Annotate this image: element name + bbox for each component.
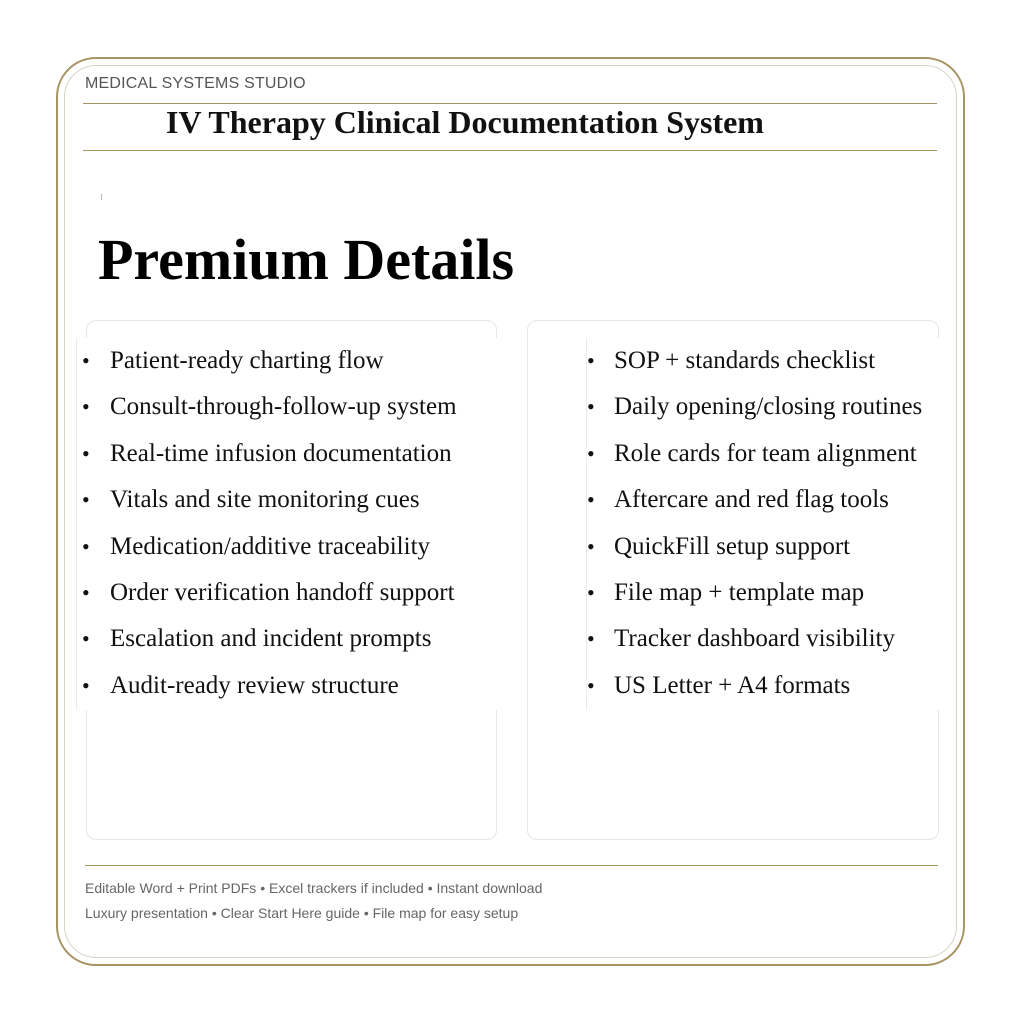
section-heading: Premium Details bbox=[98, 227, 515, 292]
list-item: • Escalation and incident prompts bbox=[77, 616, 499, 662]
bullet-icon: • bbox=[587, 579, 595, 605]
bullet-icon: • bbox=[587, 440, 595, 466]
document-title: IV Therapy Clinical Documentation System bbox=[166, 104, 764, 140]
bullet-icon: • bbox=[82, 487, 90, 513]
bullet-icon: • bbox=[82, 394, 90, 420]
footer-line-2: Luxury presentation • Clear Start Here guide • File map for easy setup bbox=[85, 905, 519, 921]
bullet-icon: • bbox=[82, 626, 90, 652]
list-item: • Role cards for team alignment bbox=[587, 431, 940, 477]
list-item: • Tracker dashboard visibility bbox=[587, 616, 940, 662]
bullet-icon: • bbox=[587, 672, 595, 698]
list-item: • Vitals and site monitoring cues bbox=[77, 477, 499, 523]
bullet-icon: • bbox=[587, 487, 595, 513]
list-item: • Order verification handoff support bbox=[77, 570, 499, 616]
list-item: • File map + template map bbox=[587, 570, 940, 616]
list-item: • Consult-through-follow-up system bbox=[77, 384, 499, 430]
bullet-icon: • bbox=[587, 533, 595, 559]
bullet-icon: • bbox=[587, 394, 595, 420]
list-item: • Patient-ready charting flow bbox=[77, 338, 499, 384]
bullet-icon: • bbox=[82, 440, 90, 466]
list-item: • SOP + standards checklist bbox=[587, 338, 940, 384]
left-feature-list bbox=[76, 338, 499, 710]
bullet-icon: • bbox=[587, 626, 595, 652]
bullet-icon: • bbox=[82, 579, 90, 605]
bullet-icon: • bbox=[82, 533, 90, 559]
decorative-tick bbox=[101, 194, 102, 200]
bullet-icon: • bbox=[82, 348, 90, 373]
list-item: • US Letter + A4 formats bbox=[587, 663, 940, 709]
bullet-icon: • bbox=[587, 348, 595, 373]
bullet-icon: • bbox=[82, 672, 90, 698]
list-item: • Aftercare and red flag tools bbox=[587, 477, 940, 523]
right-feature-list bbox=[586, 338, 940, 710]
list-item: • Real-time infusion documentation bbox=[77, 431, 499, 477]
studio-label: MEDICAL SYSTEMS STUDIO bbox=[85, 75, 306, 92]
footer-line-1: Editable Word + Print PDFs • Excel trackers if included • Instant download bbox=[85, 880, 543, 896]
header-bottom-divider bbox=[83, 150, 937, 151]
footer-divider bbox=[85, 865, 938, 866]
list-item: • Daily opening/closing routines bbox=[587, 384, 940, 430]
list-item: • Medication/additive traceability bbox=[77, 524, 499, 570]
list-item: • Audit-ready review structure bbox=[77, 663, 499, 709]
list-item: • QuickFill setup support bbox=[587, 524, 940, 570]
